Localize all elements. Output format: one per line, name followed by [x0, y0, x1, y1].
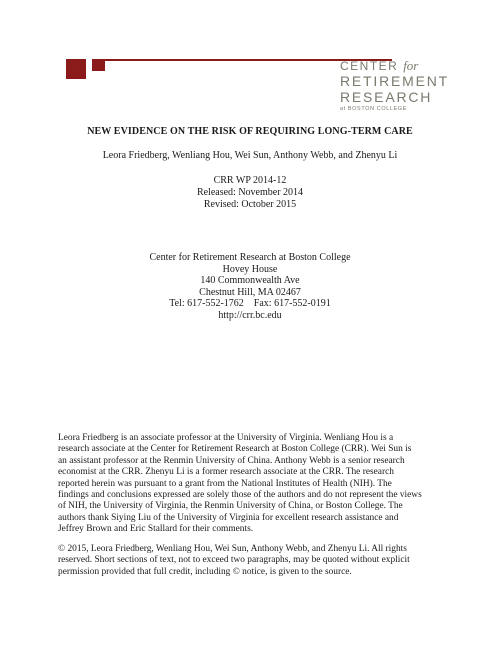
- bio-line: findings and conclusions expressed are solely those of the authors and do not represent the views: [58, 490, 422, 501]
- address-city: Chestnut Hill, MA 02467: [199, 286, 301, 298]
- copyright-line: reserved. Short sections of text, not to exceed two paragraphs, may be quoted without explicit: [58, 555, 410, 566]
- logo-square-large: [66, 59, 86, 79]
- paper-title: NEW EVIDENCE ON THE RISK OF REQUIRING LONG-TERM CARE: [87, 126, 413, 137]
- bio-line: of NIH, the University of Virginia, the Renmin University of China, or Boston College. The: [58, 501, 403, 512]
- bio-line: Jeffrey Brown and Eric Stallard for their comments.: [58, 524, 254, 535]
- bio-line: an assistant professor at the Renmin University of China. Anthony Webb is a senior research: [58, 455, 405, 466]
- logo-square-small: [92, 59, 105, 71]
- copyright-line: permission provided that full credit, including © notice, is given to the source.: [58, 566, 352, 577]
- copyright-line: © 2015, Leora Friedberg, Wenliang Hou, Wei Sun, Anthony Webb, and Zhenyu Li. All rights: [58, 544, 407, 554]
- paper-info: [0, 175, 500, 211]
- paper-authors: Leora Friedberg, Wenliang Hou, Wei Sun, Anthony Webb, and Zhenyu Li: [102, 150, 398, 161]
- logo-retirement: RETIREMENT: [340, 73, 449, 89]
- logo-center: CENTER: [340, 59, 399, 73]
- bio-line: reported herein was pursuant to a grant from the National Institutes of Health (NIH). The: [58, 478, 392, 489]
- logo-for: for: [403, 58, 419, 73]
- logo-boston-college: at BOSTON COLLEGE: [340, 106, 407, 112]
- address-street: 140 Commonwealth Ave: [200, 275, 300, 286]
- copyright-paragraph: [58, 544, 448, 578]
- address-url[interactable]: http://crr.bc.edu: [218, 309, 282, 321]
- release-date: Released: November 2014: [196, 187, 304, 198]
- address-building: Hovey House: [222, 263, 278, 275]
- crr-logo: [340, 58, 449, 113]
- address-block: [0, 252, 500, 321]
- bio-line: research associate at the Center for Retirement Research at Boston College (CRR). Wei Sun is: [58, 444, 412, 455]
- bio-line: Leora Friedberg is an associate professor at the University of Virginia. Wenliang Hou is a: [58, 433, 394, 443]
- logo-research: RESEARCH: [340, 89, 433, 105]
- bio-line: authors thank Siying Liu of the University of Virginia for excellent research assistance and: [58, 512, 399, 523]
- revision-date: Revised: October 2015: [203, 199, 297, 210]
- address-phone-fax: Tel: 617-552-1762 Fax: 617-552-0191: [169, 298, 331, 309]
- address-org: Center for Retirement Research at Boston College: [149, 252, 351, 263]
- working-paper-number: CRR WP 2014-12: [213, 175, 287, 186]
- bio-line: economist at the CRR. Zhenyu Li is a former research associate at the CRR. The research: [58, 467, 394, 478]
- author-bio-paragraph: [58, 433, 448, 536]
